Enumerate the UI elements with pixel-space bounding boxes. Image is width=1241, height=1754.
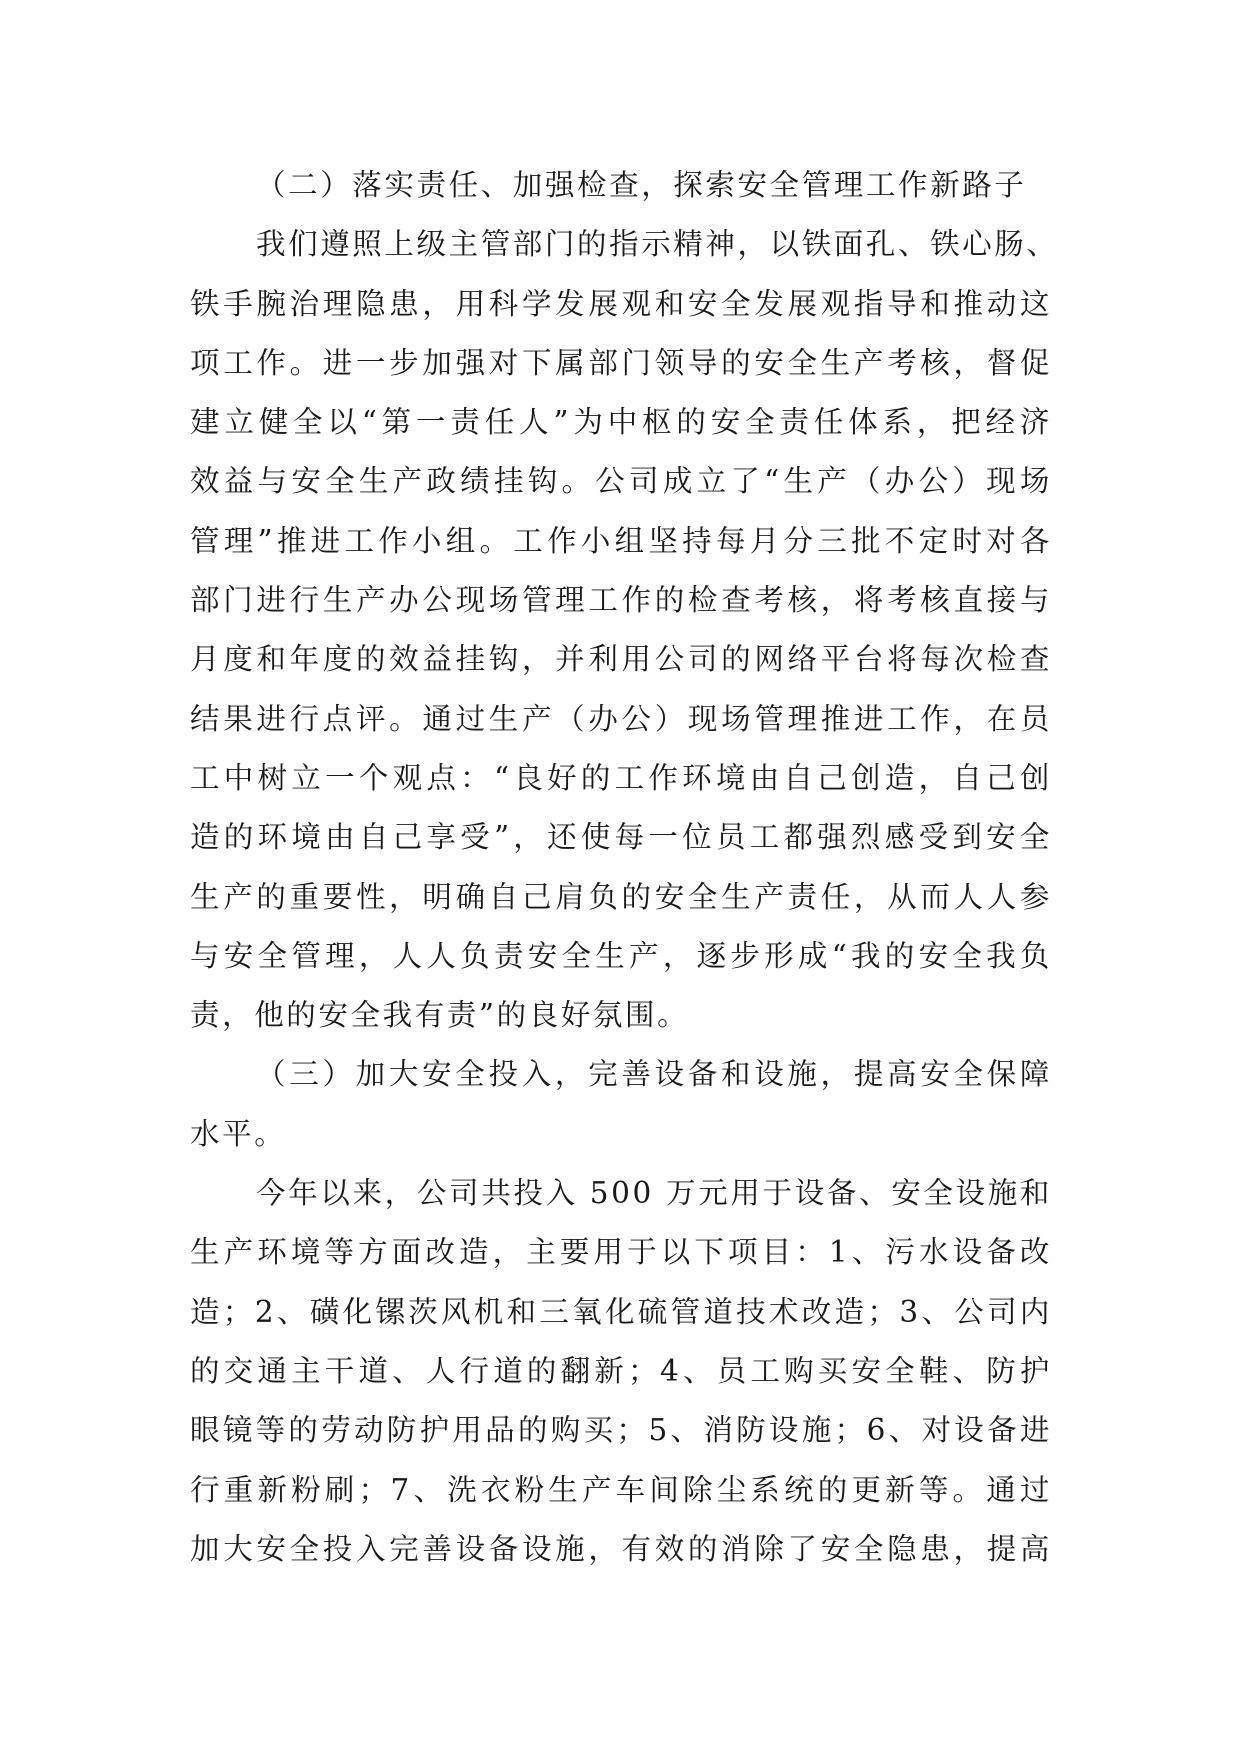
paragraph-line: 建立健全以“第一责任人”为中枢的安全责任体系，把经济	[190, 405, 1052, 440]
paragraph-line: 结果进行点评。通过生产（办公）现场管理推进工作，在员	[190, 701, 1052, 736]
paragraph-line: 生产环境等方面改造，主要用于以下项目：1、污水设备改	[190, 1235, 1052, 1270]
paragraph-line: 管理”推进工作小组。工作小组坚持每月分三批不定时对各	[190, 523, 1052, 558]
paragraph-line: 眼镜等的劳动防护用品的购买；5、消防设施；6、对设备进	[190, 1413, 1052, 1448]
paragraph-line: 工中树立一个观点：“良好的工作环境由自己创造，自己创	[190, 760, 1052, 795]
paragraph-line: 我们遵照上级主管部门的指示精神，以铁面孔、铁心肠、	[256, 227, 1059, 262]
document-body	[190, 156, 1059, 1579]
section-heading-2: （二）落实责任、加强检查，探索安全管理工作新路子	[256, 168, 1027, 202]
paragraph-line: 行重新粉刷；7、洗衣粉生产车间除尘系统的更新等。通过	[190, 1472, 1052, 1507]
paragraph-line: 的交通主干道、人行道的翻新；4、员工购买安全鞋、防护	[190, 1353, 1052, 1388]
paragraph-line: 月度和年度的效益挂钩，并利用公司的网络平台将每次检查	[190, 642, 1052, 677]
section-heading-3-cont: 水平。	[190, 1116, 287, 1151]
paragraph-line: 部门进行生产办公现场管理工作的检查考核，将考核直接与	[190, 583, 1052, 618]
paragraph-line: 与安全管理，人人负责安全生产，逐步形成“我的安全我负	[190, 938, 1052, 973]
paragraph-line: 项工作。进一步加强对下属部门领导的安全生产考核，督促	[190, 345, 1052, 380]
paragraph-line: 造；2、磺化镙茨风机和三氧化硫管道技术改造；3、公司内	[190, 1294, 1052, 1329]
paragraph-line: 今年以来，公司共投入 500 万元用于设备、安全设施和	[256, 1176, 1052, 1211]
paragraph-line: 效益与安全生产政绩挂钩。公司成立了“生产（办公）现场	[190, 464, 1052, 499]
paragraph-line: 造的环境由自己享受”，还使每一位员工都强烈感受到安全	[190, 820, 1052, 855]
paragraph-line: 责，他的安全我有责”的良好氛围。	[190, 998, 690, 1033]
paragraph-line: 铁手腕治理隐患，用科学发展观和安全发展观指导和推动这	[190, 286, 1052, 321]
paragraph-line: 加大安全投入完善设备设施，有效的消除了安全隐患，提高	[190, 1531, 1052, 1566]
section-heading-3: （三）加大安全投入，完善设备和设施，提高安全保障	[256, 1057, 1052, 1092]
paragraph-line: 生产的重要性，明确自己肩负的安全生产责任，从而人人参	[190, 879, 1052, 914]
